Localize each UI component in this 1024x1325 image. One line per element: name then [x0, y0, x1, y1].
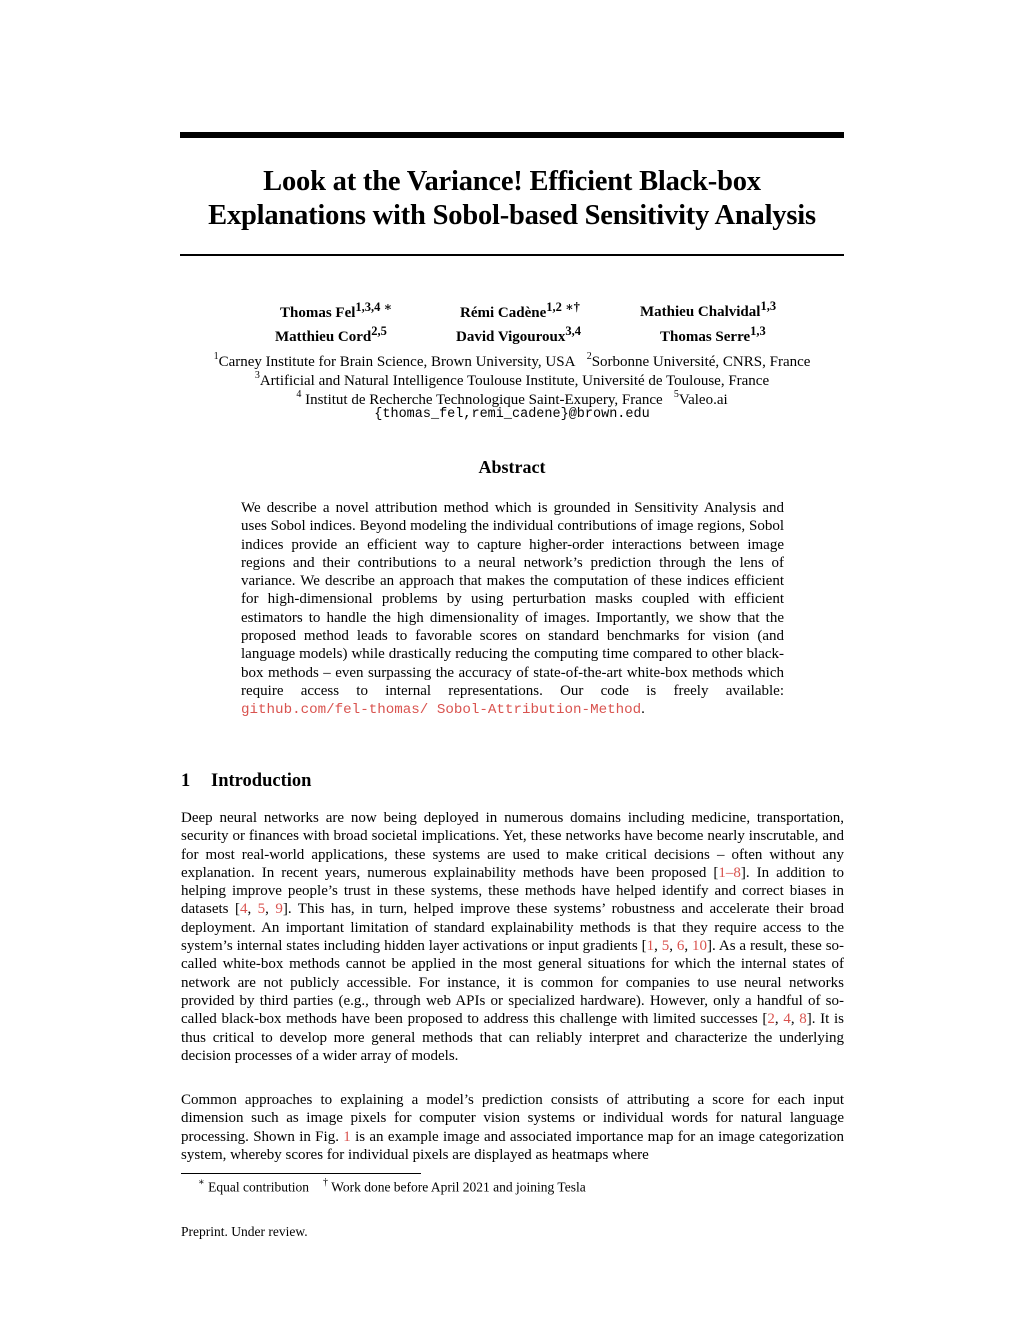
- citation-link[interactable]: 5: [257, 901, 266, 918]
- paper-title: [180, 165, 844, 233]
- affiliation-line-1: $^1$Carney Institute for Brain Science, Brown University, USA $^2$Sorbonne Université, CNRS, France: [213, 351, 811, 370]
- title-rule-top: [180, 132, 844, 138]
- abstract-heading: Abstract: [478, 457, 546, 477]
- title-line-2: Explanations with Sobol-based Sensitivity Analysis: [208, 200, 816, 231]
- affiliation-line-3: $^4$ Institut de Recherche Technologique Saint-Exupery, France $^5$Valeo.ai: [296, 389, 728, 408]
- author-4: Matthieu Cord$^{2,5}$: [275, 324, 387, 345]
- author-5: David Vigouroux$^{3,4}$: [456, 324, 581, 345]
- author-3: Mathieu Chalvidal$^{1,3}$: [640, 299, 777, 320]
- title-rule-bottom: [180, 254, 844, 256]
- section-heading: 1 Introduction: [181, 771, 312, 791]
- intro-paragraph-1: Deep neural networks are now being deployed in numerous domains including medicine, transportation, security or finances with broad societal implications. Yet, these networks have become nearly inscrutable, and for most real-world applications, these systems are used to make critical decisions – often without any explanation. In recent years, numerous explainability methods have been proposed [1–8]. In addition to helping improve people’s trust in these systems, these methods have helped identify and correct biases in datasets [4, 5, 9]. This has, in turn, helped improve these systems’ robustness and accelerate their broad deployment. An important limitation of standard explainability methods is that they require access to the system’s internal states including hidden layer activations or input gradients [1, 5, 6, 10]. As a result, these so-called white-box methods cannot be applied in the most general situations for which the internal states of network are not publicly accessible. For instance, it is common for companies to use neural networks provided by third parties (e.g., through web APIs or specialized hardware). However, only a handful of so-called black-box methods have been proposed to address this challenge with limited successes [2, 4, 8]. It is thus critical to develop more general methods that can reliably interpret and characterize the underlying decision processes of a wider array of models.: [181, 810, 845, 1064]
- preprint-notice: Preprint. Under review.: [181, 1224, 308, 1239]
- citation-link[interactable]: 4: [239, 901, 248, 918]
- abstract-body: We describe a novel attribution method which is grounded in Sensitivity Analysis and uses Sobol indices. Beyond modeling the individual contributions of image regions, Sobol indices provide an efficient way to capture higher-order interactions between image regions and their contributions to a neural network’s prediction through the lens of variance. We describe an approach that makes the computation of these indices efficient for high-dimensional problems by using perturbation masks coupled with efficient estimators to handle the high dimensionality of images. Importantly, we show that the proposed method leads to favorable scores on standard benchmarks for vision (and language models) while drastically reducing the computing time compared to other black-box methods – even surpassing the accuracy of state-of-the-art white-box methods which require access to internal representations. Our code is freely available: github.com/fel-thomas/ Sobol-Attribution-Method.: [241, 500, 784, 719]
- contact-email: {thomas_fel,remi_cadene}@brown.edu: [374, 407, 650, 422]
- citation-link[interactable]: 4: [783, 1011, 791, 1028]
- footnote-rule: [181, 1173, 421, 1174]
- affiliation-line-2: $^3$Artificial and Natural Intelligence Toulouse Institute, Université de Toulouse, France: [254, 370, 770, 389]
- footnote: ∗ Equal contribution † Work done before April 2021 and joining Tesla: [198, 1177, 586, 1195]
- author-2: Rémi Cadène$^{1,2 ∗\dagger}$: [460, 300, 580, 321]
- intro-paragraph-2: Common approaches to explaining a model’s prediction consists of attributing a score for each input dimension such as image pixels for computer vision systems or individual words for natural language processing. Shown in Fig. 1 is an example image and associated importance map for an image categorization system, whereby scores for individual pixels are displayed as heatmaps where: [181, 1092, 844, 1163]
- citation-link[interactable]: 2: [767, 1011, 775, 1028]
- citation-link[interactable]: 10: [692, 938, 708, 955]
- figure-reference-link[interactable]: 1: [343, 1128, 351, 1145]
- title-line-1: Look at the Variance! Efficient Black-box: [263, 166, 761, 197]
- citation-link[interactable]: 6: [676, 938, 685, 955]
- citation-link[interactable]: 5: [661, 938, 670, 955]
- citation-link[interactable]: 1–8: [718, 864, 741, 881]
- code-link[interactable]: github.com/fel-thomas/ Sobol-Attribution-Method: [241, 702, 642, 719]
- citation-link[interactable]: 1: [646, 938, 655, 955]
- citation-link[interactable]: 9: [275, 901, 283, 918]
- author-6: Thomas Serre$^{1,3}$: [660, 324, 766, 345]
- author-1: Thomas Fel$^{1,3,4 ∗}$: [280, 300, 393, 321]
- citation-link[interactable]: 8: [799, 1011, 807, 1028]
